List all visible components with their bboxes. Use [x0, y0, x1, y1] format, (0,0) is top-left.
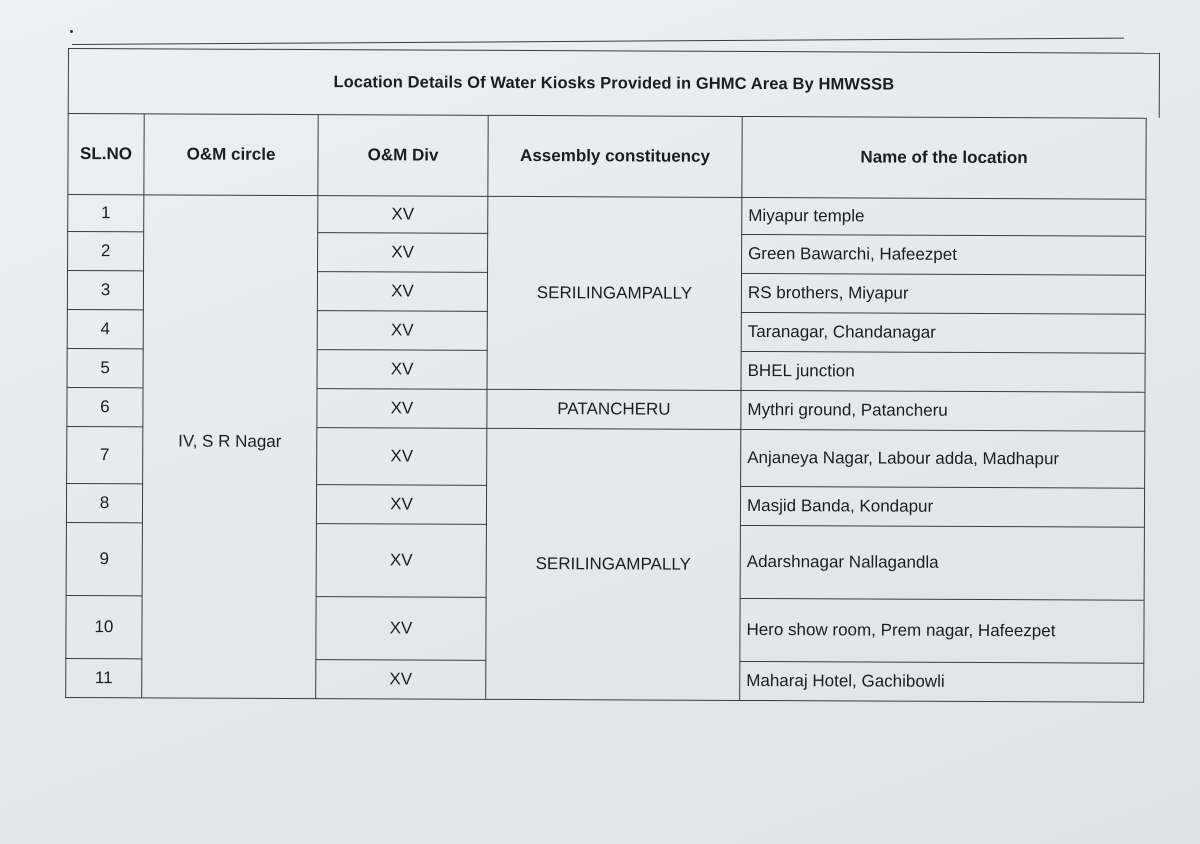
header-ac: Assembly constituency — [488, 115, 742, 197]
header-location: Name of the location — [742, 116, 1146, 199]
div-cell: XV — [316, 524, 486, 598]
slno-cell: 1 — [68, 195, 144, 232]
location-cell: Taranagar, Chandanagar — [741, 312, 1145, 353]
div-cell: XV — [317, 311, 487, 351]
header-slno: SL.NO — [68, 114, 144, 195]
location-cell: Miyapur temple — [742, 197, 1146, 236]
slno-cell: 11 — [66, 658, 142, 697]
slno-cell: 10 — [66, 595, 142, 658]
table-row — [68, 195, 1146, 237]
top-rule — [72, 38, 1124, 45]
div-cell: XV — [317, 350, 487, 390]
location-cell: Anjaneya Nagar, Labour adda, Madhapur — [741, 429, 1145, 488]
kiosk-table — [65, 113, 1147, 703]
slno-cell: 6 — [67, 387, 143, 426]
div-cell: XV — [317, 389, 487, 429]
ink-speck — [70, 30, 73, 33]
header-row — [68, 114, 1146, 200]
div-cell: XV — [316, 660, 486, 700]
slno-cell: 3 — [67, 271, 143, 310]
div-cell: XV — [316, 597, 486, 661]
location-cell: Mythri ground, Patancheru — [741, 390, 1145, 431]
ac-cell: PATANCHERU — [487, 389, 741, 429]
div-cell: XV — [317, 272, 487, 312]
slno-cell: 5 — [67, 348, 143, 387]
div-cell: XV — [318, 233, 488, 273]
location-cell: Hero show room, Prem nagar, Hafeezpet — [740, 598, 1144, 663]
location-cell: Adarshnagar Nallagandla — [740, 525, 1144, 600]
location-cell: RS brothers, Miyapur — [741, 273, 1145, 314]
ac-cell: SERILINGAMPALLY — [486, 428, 741, 700]
circle-cell: IV, S R Nagar — [142, 195, 318, 699]
slno-cell: 8 — [66, 483, 142, 522]
slno-cell: 9 — [66, 522, 142, 595]
location-cell: Masjid Banda, Kondapur — [740, 486, 1144, 527]
ac-cell: SERILINGAMPALLY — [487, 196, 742, 390]
div-cell: XV — [318, 196, 488, 234]
location-cell: BHEL junction — [741, 351, 1145, 392]
slno-cell: 7 — [67, 426, 143, 483]
slno-cell: 4 — [67, 309, 143, 348]
location-cell: Green Bawarchi, Hafeezpet — [742, 234, 1146, 275]
slno-cell: 2 — [68, 232, 144, 271]
div-cell: XV — [316, 485, 486, 525]
table-title: Location Details Of Water Kiosks Provided in GHMC Area By HMWSSB — [68, 48, 1160, 118]
kiosk-table-sheet — [65, 48, 1160, 703]
header-div: O&M Div — [318, 115, 488, 197]
header-circle: O&M circle — [144, 114, 318, 196]
div-cell: XV — [317, 428, 487, 486]
location-cell: Maharaj Hotel, Gachibowli — [740, 661, 1144, 702]
